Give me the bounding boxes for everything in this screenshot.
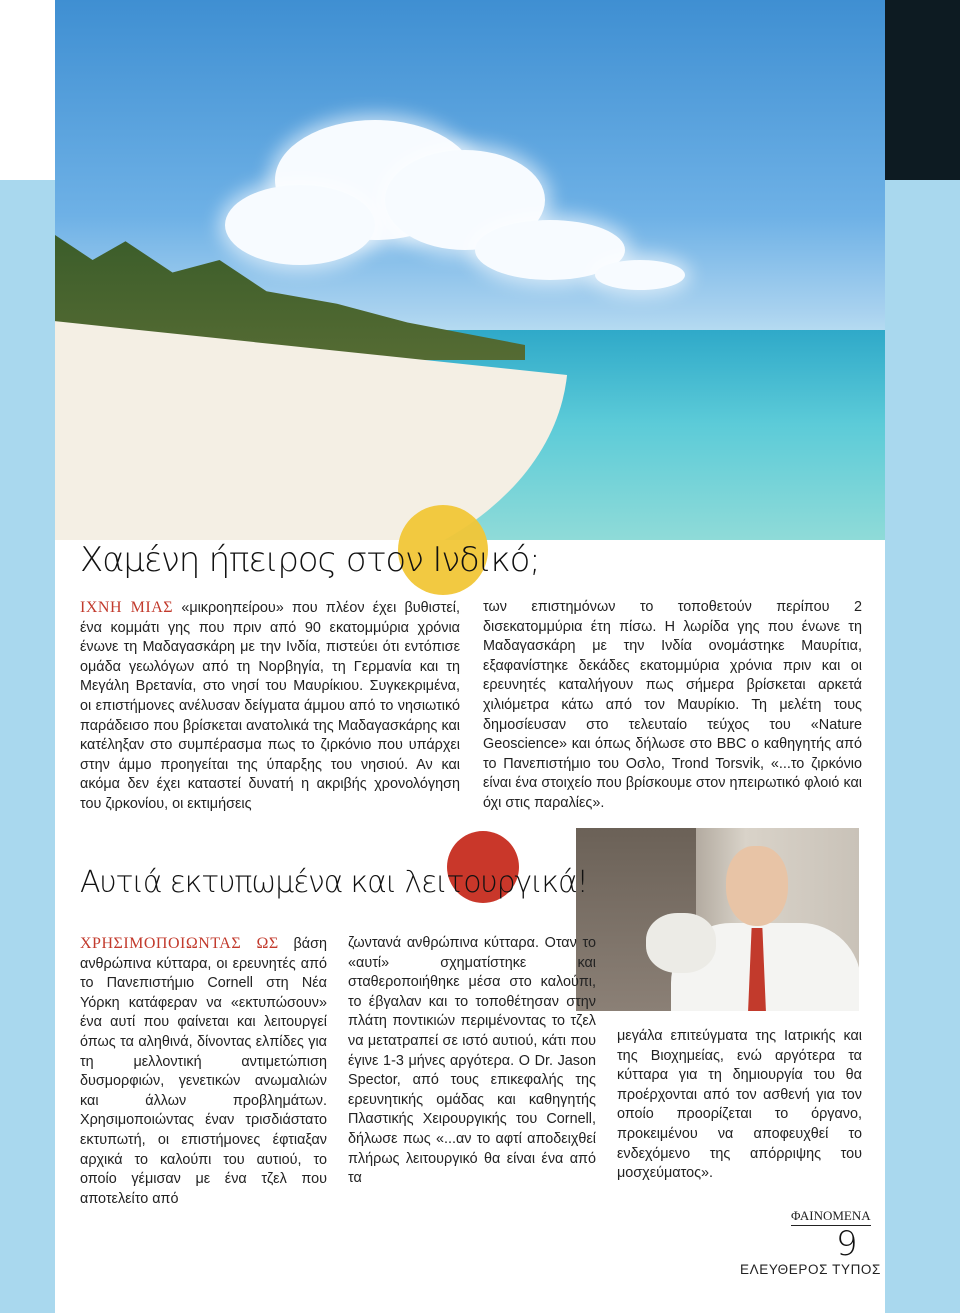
- magazine-name: ΦΑΙΝΟΜΕΝΑ: [791, 1208, 871, 1226]
- right-color-band: [885, 180, 960, 1313]
- article2-col3-text: μεγάλα επιτεύγματα της Ιατρικής και της Βιοχημείας, ενώ αργότερα τα κύτταρα για τη δημιουργία του θα προέρχονται από τον ασθενή για τον οποίο προορίζεται το όργανο, προκειμένου να αποφευχθεί το ενδεχόμενο της απόρριψης του μοσχεύματος».: [617, 1028, 862, 1182]
- article1-title: Χαμένη ήπειρος στον Ινδικό;: [80, 540, 540, 580]
- article2-col1: [80, 934, 327, 1209]
- page-number: 9: [836, 1224, 858, 1264]
- article2-col3: [617, 1027, 862, 1184]
- article2-col2: [348, 934, 596, 1189]
- article2-lead: ΧΡΗΣΙΜΟΠΟΙΩΝΤΑΣ ΩΣ: [80, 935, 279, 952]
- corner-dark-block: [885, 0, 960, 180]
- article1-lead: ΙΧΝΗ ΜΙΑΣ: [80, 599, 174, 616]
- left-color-band: [0, 180, 55, 1313]
- article1-col2-text: των επιστημόνων το τοποθετούν περίπου 2 δισεκατομμύρια έτη πίσω. Η λωρίδα γης που ένωνε τη Μαδαγασκάρη με την Ινδία ονομάστηκε Μαυρίτια, εξαφανίστηκε δεκάδες εκατομμύρια χρόνια πριν και οι ερευνητές καταλήγουν πως σήμερα βρίσκεται αρκετά χιλιόμετρα κάτω από τον Μαυρίκιο. Τη μελέτη τους δημοσίευσαν στο τελευταίο τεύχος του «Nature Geoscience» και όπως δήλωσε στο BBC ο καθηγητής από το Πανεπιστήμιο του Οσλο, Trond Torsvik, «...το ζιρκόνιο είναι ένα στοιχείο που βρίσκουμε στον ηπειρωτικό φλοιό και όχι στις παραλίες».: [483, 599, 862, 811]
- article2-title: Αυτιά εκτυπωμένα και λειτουργικά!: [80, 865, 588, 900]
- publication-brand: ΕΛΕΥΘΕΡΟΣ ΤΥΠΟΣ: [740, 1262, 881, 1277]
- article2-col2-text: ζωντανά ανθρώπινα κύτταρα. Οταν το «αυτί» σχηματίστηκε και σταθεροποιήθηκε μέσα στο καλούπι, το έβγαλαν και το τοποθέτησαν στην πλάτη ποντικιών περιμένοντας το τζελ να μετατραπεί σε ιστό αυτιού, κάτι που έγινε 1-3 μήνες αργότερα. Ο Dr. Jason Spector, από τους επικεφαλής της ερευνητικής ομάδας και καθηγητής Πλαστικής Χειρουργικής του Cornell, δήλωσε πως «...αν το αφτί αποδειχθεί πλήρως λειτουργικό θα είναι ένα από τα: [348, 935, 596, 1187]
- article1-col1: [80, 598, 460, 815]
- article1-col2: [483, 598, 862, 814]
- article2-col1-text: βάση ανθρώπινα κύτταρα, οι ερευνητές από το Πανεπιστήμιο Cornell στη Νέα Υόρκη κατάφεραν να «εκτυπώσουν» ένα αυτί που φαίνεται και λειτουργεί όπως τα αληθινά, δίνοντας ελπίδες για τη μελλοντική αντιμετώπιση δυσμορφιών, γενετικών ανωμαλιών και άλλων προβλημάτων. Χρησιμοποιώντας έναν τρισδιάστατο εκτυπωτή, οι επιστήμονες έφτιαξαν αρχικά το καλούπι του αυτιού, το οποίο γέμισαν με ένα τζελ που αποτελείτο από: [80, 936, 328, 1207]
- article1-col1-text: «μικροηπείρου» που πλέον έχει βυθιστεί, ένα κομμάτι γης που πριν από 90 εκατομμύρια χρόνια ένωνε τη Μαδαγασκάρη με την Ινδία, πιστεύει ότι εντόπισε ομάδα γεωλόγων από τη Νορβηγία, τη Γερμανία και τη Μεγάλη Βρετανία, στο νησί του Μαυρίκιου. Συγκεκριμένα, οι επιστήμονες ανέλυσαν δείγματα άμμου από το νησιωτικό παράδεισο που βρίσκεται ανατολικά της Μαδαγασκάρης και κατέληξαν στο συμπέρασμα πως το ζιρκόνιο που υπάρχει στην άμμο προηγείται της ύπαρξης του νησιού. Αν και ακόμα δεν έχει καταστεί δυνατή η ακριβής χρονολόγηση του ζιρκονίου, οι εκτιμήσεις: [80, 600, 461, 812]
- researcher-photo: [576, 828, 859, 1011]
- beach-photo: [55, 0, 885, 540]
